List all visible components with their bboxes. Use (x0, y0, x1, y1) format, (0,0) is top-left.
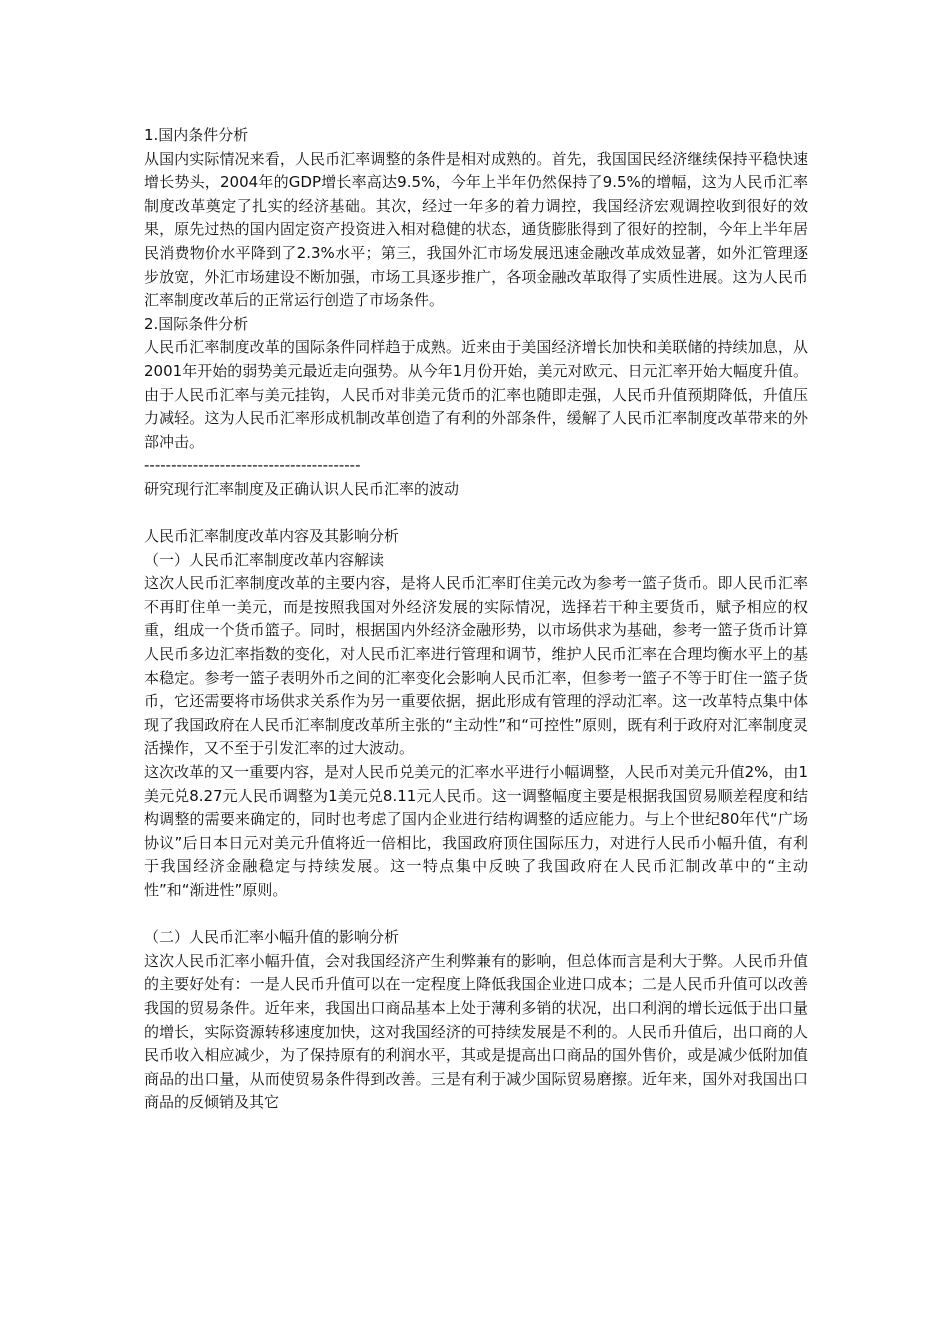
paragraph-impact-analysis: 这次人民币汇率小幅升值，会对我国经济产生利弊兼有的影响，但总体而言是利大于弊。人民币升值的主要好处有：一是人民币升值可以在一定程度上降低我国企业进口成本；二是人民币升值可以改善我国的贸易条件。近年来，我国出口商品基本上处于薄利多销的状况，出口利润的增长远低于出口量的增长，实际资源转移速度加快，这对我国经济的可持续发展是不利的。人民币升值后，出口商的人民币收入相应减少，为了保持原有的利润水平，其或是提高出口商品的国外售价，或是减少低附加值商品的出口量，从而使贸易条件得到改善。三是有利于减少国际贸易磨擦。近年来，国外对我国出口商品的反倾销及其它 (144, 951, 808, 1112)
document-page (144, 124, 808, 1115)
blank-line (144, 903, 808, 927)
blank-line (144, 502, 808, 526)
section-heading-domestic: 1.国内条件分析 (144, 126, 249, 144)
subsection-heading-impact: （二）人民币汇率小幅升值的影响分析 (144, 928, 400, 947)
paragraph-basket-reform: 这次人民币汇率制度改革的主要内容，是将人民币汇率盯住美元改为参考一篮子货币。即人民币汇率不再盯住单一美元，而是按照我国对外经济发展的实际情况，选择若干种主要货币，赋予相应的权重，组成一个货币篮子。同时，根据国内外经济金融形势，以市场供求为基础，参考一篮子货币计算人民币多边汇率指数的变化，对人民币汇率进行管理和调节，维护人民币汇率在合理均衡水平上的基本稳定。参考一篮子表明外币之间的汇率变化会影响人民币汇率，但参考一篮子不等于盯住一篮子货币，它还需要将市场供求关系作为另一重要依据，据此形成有管理的浮动汇率。这一改革特点集中体现了我国政府在人民币汇率制度改革所主张的“主动性”和“可控性”原则，既有利于政府对汇率制度灵活操作，又不至于引发汇率的过大波动。 (144, 574, 808, 758)
subsection-heading-content: （一）人民币汇率制度改革内容解读 (144, 550, 385, 569)
section-body-domestic: 从国内实际情况来看，人民币汇率调整的条件是相对成熟的。首先，我国国民经济继续保持平稳快速增长势头，2004年的GDP增长率高达9.5%，今年上半年仍然保持了9.5%的增幅，这为人民币汇率制度改革奠定了扎实的经济基础。其次，经过一年多的着力调控，我国经济宏观调控收到很好的效果，原先过热的国内固定资产投资进入相对稳健的状态，通货膨胀得到了很好的控制，今年上半年居民消费物价水平降到了2.3%水平；第三，我国外汇市场发展迅速金融改革成效显著，如外汇管理逐步放宽，外汇市场建设不断加强，市场工具逐步推广，各项金融改革取得了实质性进展。这为人民币汇率制度改革后的正常运行创造了市场条件。 (144, 149, 808, 310)
article-title: 研究现行汇率制度及正确认识人民币汇率的波动 (144, 479, 460, 498)
part-title: 人民币汇率制度改革内容及其影响分析 (144, 527, 400, 546)
section-heading-international: 2.国际条件分析 (144, 314, 249, 333)
divider-line: ---------------------------------------- (144, 456, 361, 475)
paragraph-appreciation-adjustment: 这次改革的又一重要内容，是对人民币兑美元的汇率水平进行小幅调整，人民币对美元升值2%，由1美元兑8.27元人民币调整为1美元兑8.11元人民币。这一调整幅度主要是根据我国贸易顺差程度和结构调整的需要来确定的，同时也考虑了国内企业进行结构调整的适应能力。与上个世纪80年代“广场协议”后日本日元对美元升值将近一倍相比，我国政府顶住国际压力，对进行人民币小幅升值，有利于我国经济金融稳定与持续发展。这一特点集中反映了我国政府在人民币汇制改革中的“主动性”和“渐进性”原则。 (144, 763, 808, 899)
section-body-international: 人民币汇率制度改革的国际条件同样趋于成熟。近来由于美国经济增长加快和美联储的持续加息，从2001年开始的弱势美元最近走向强势。从今年1月份开始，美元对欧元、日元汇率开始大幅度升值。由于人民币汇率与美元挂钩，人民币对非美元货币的汇率也随即走强，人民币升值预期降低，升值压力减轻。这为人民币汇率形成机制改革创造了有利的外部条件，缓解了人民币汇率制度改革带来的外部冲击。 (144, 338, 808, 451)
